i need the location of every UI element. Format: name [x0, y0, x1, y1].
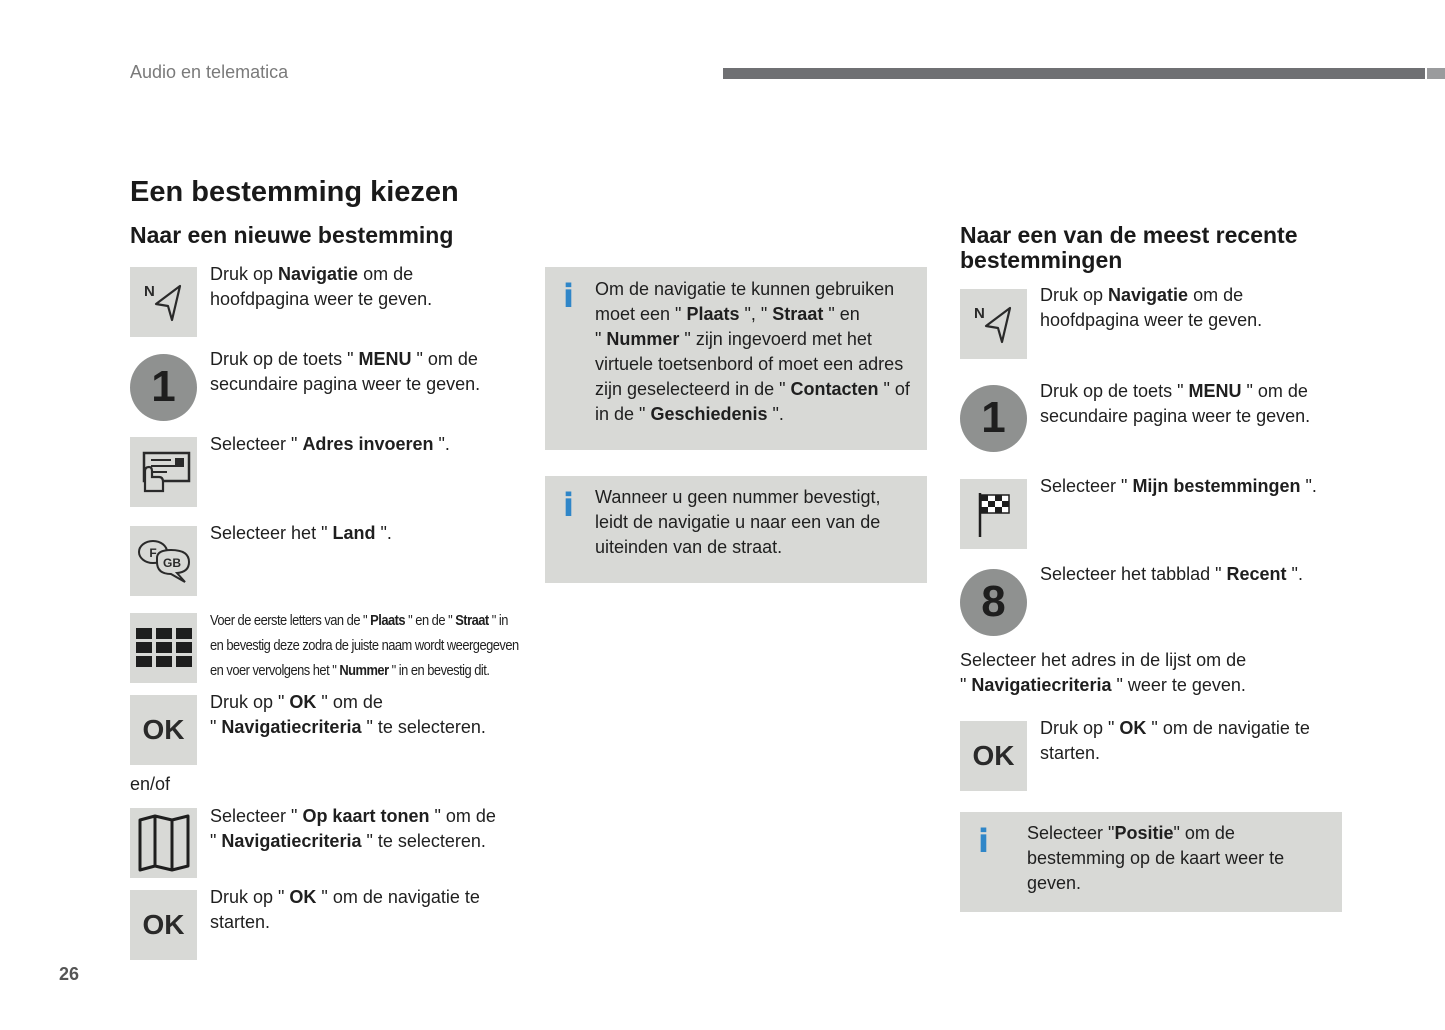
- right-step-ok-text: Druk op " OK " om de navigatie te starten.: [1040, 718, 1310, 763]
- info-icon: i: [563, 277, 574, 315]
- left-step-8-text: Druk op " OK " om de navigatie te starten.: [210, 887, 480, 932]
- number-1-icon: 1: [130, 352, 197, 422]
- page-title: Een bestemming kiezen: [130, 176, 459, 208]
- country-badge-gb: GB: [162, 556, 181, 570]
- info-box-1-text: Om de navigatie te kunnen gebruiken moet een " Plaats ", " Straat " en " Nummer " zijn ingevoerd met het virtuele toetsenbord of moet een adres zijn geselecteerd in de " Contacten " of in de " Geschiedenis ".: [595, 279, 910, 424]
- country-icon: [130, 526, 197, 596]
- ok-icon: OK: [130, 890, 197, 960]
- left-step-4-text: Selecteer het " Land ".: [210, 523, 392, 543]
- keyboard-icon: [130, 613, 197, 683]
- left-step-7-text: Selecteer " Op kaart tonen " om de " Navigatiecriteria " te selecteren.: [210, 806, 496, 851]
- number-1-icon: 1: [960, 383, 1027, 453]
- left-step-5-text: Voer de eerste letters van de " Plaats " en de " Straat " in en bevestig deze zodra de juiste naam wordt weergegeven en voer vervolgens het " Nummer " in en bevestig dit.: [210, 612, 519, 679]
- header-bar-end: [1427, 68, 1445, 79]
- left-step-6-text: Druk op " OK " om de " Navigatiecriteria " te selecteren.: [210, 692, 486, 737]
- map-icon: [130, 808, 197, 878]
- navigation-icon: [130, 267, 197, 337]
- and-or-label: en/of: [130, 774, 171, 794]
- right-step-3-text: Selecteer " Mijn bestemmingen ".: [1040, 476, 1317, 496]
- ok-icon: OK: [960, 721, 1027, 791]
- right-step-4-text: Selecteer het tabblad " Recent ".: [1040, 564, 1303, 584]
- svg-text:N: N: [143, 283, 155, 300]
- address-entry-icon: [130, 437, 197, 507]
- header-bar: [723, 68, 1425, 79]
- flag-icon: [960, 479, 1027, 549]
- country-badge-f: F: [148, 546, 157, 560]
- info-box-no-number: [545, 476, 927, 583]
- svg-text:N: N: [973, 305, 985, 322]
- right-step-2-text: Druk op de toets " MENU " om de secundaire pagina weer te geven.: [1040, 381, 1311, 426]
- info-icon: i: [978, 822, 989, 860]
- info-box-2-text: Wanneer u geen nummer bevestigt, leidt de navigatie u naar een van de uiteinden van de straat.: [595, 487, 881, 557]
- navigation-icon: [960, 289, 1027, 359]
- section-label: Audio en telematica: [130, 62, 289, 82]
- left-subtitle: Naar een nieuwe bestemming: [130, 222, 454, 248]
- info-box-navigation-requirements: [545, 267, 927, 450]
- number-8-icon: 8: [960, 567, 1027, 637]
- left-step-1-text: Druk op Navigatie om de hoofdpagina weer te geven.: [210, 264, 433, 309]
- right-plain-instruction: Selecteer het adres in de lijst om de " Navigatiecriteria " weer te geven.: [960, 650, 1247, 695]
- info-box-3-text: Selecteer "Positie" om de bestemming op de kaart weer te geven.: [1027, 823, 1285, 893]
- left-step-2-text: Druk op de toets " MENU " om de secundaire pagina weer te geven.: [210, 349, 481, 394]
- right-step-1-text: Druk op Navigatie om de hoofdpagina weer te geven.: [1040, 285, 1263, 330]
- info-icon: i: [563, 486, 574, 524]
- ok-icon: OK: [130, 695, 197, 765]
- page-number: 26: [59, 964, 80, 984]
- info-box-position: [960, 812, 1342, 912]
- left-step-3-text: Selecteer " Adres invoeren ".: [210, 434, 450, 454]
- right-subtitle: Naar een van de meest recente bestemmingen: [960, 222, 1298, 273]
